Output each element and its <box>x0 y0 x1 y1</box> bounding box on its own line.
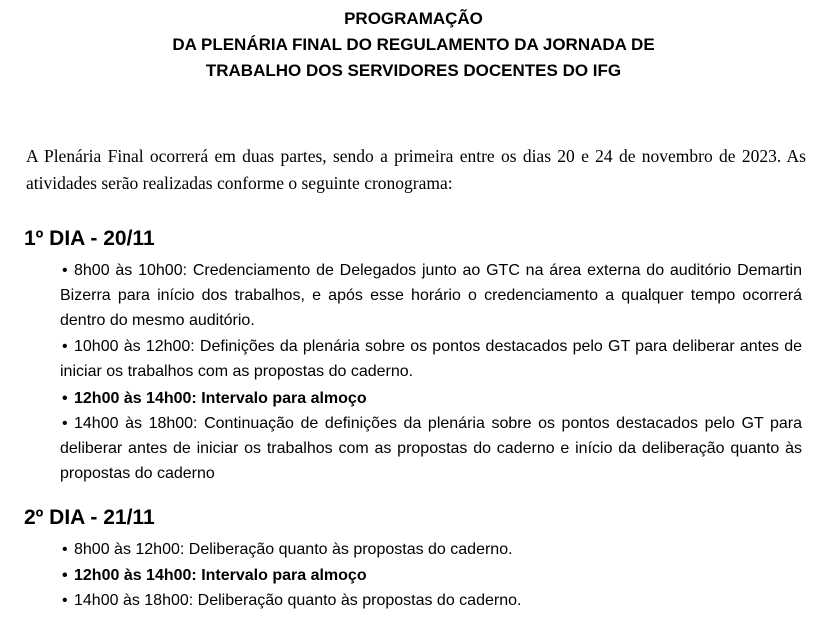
schedule-item-text: 8h00 às 10h00: Credenciamento de Delegados junto ao GTC na área externa do auditório Demartin Bizerra para início dos trabalhos, e após esse horário o credenciamento a qualquer tempo ocorrerá dentro do mesmo auditório. <box>60 262 802 329</box>
schedule-item <box>60 334 802 384</box>
schedule-item <box>60 258 802 333</box>
bullet-icon: • <box>62 415 68 432</box>
schedule-item-text: 14h00 às 18h00: Deliberação quanto às propostas do caderno. <box>74 592 522 609</box>
day-1-schedule <box>60 258 802 487</box>
schedule-item-text: 8h00 às 12h00: Deliberação quanto às propostas do caderno. <box>74 541 513 558</box>
schedule-item <box>60 588 802 613</box>
title-line-2: DA PLENÁRIA FINAL DO REGULAMENTO DA JORNADA DE <box>172 35 655 54</box>
schedule-item-text: 12h00 às 14h00: Intervalo para almoço <box>74 566 367 584</box>
bullet-icon: • <box>62 566 68 584</box>
document-title <box>0 6 827 84</box>
schedule-item-text: 12h00 às 14h00: Intervalo para almoço <box>74 389 367 407</box>
day-1-heading: 1º DIA - 20/11 <box>24 227 155 250</box>
bullet-icon: • <box>62 337 68 355</box>
schedule-item-text: 14h00 às 18h00: Continuação de definições da plenária sobre os pontos destacados pelo GT para deliberar antes de iniciar os trabalhos com as propostas do caderno e início da deliberação quanto às propostas do caderno <box>60 415 802 482</box>
schedule-item <box>60 537 802 562</box>
bullet-icon: • <box>62 592 68 609</box>
title-line-1: PROGRAMAÇÃO <box>344 9 483 28</box>
bullet-icon: • <box>62 262 68 279</box>
bullet-icon: • <box>62 389 68 407</box>
schedule-item-text: 10h00 às 12h00: Definições da plenária sobre os pontos destacados pelo GT para deliberar antes de iniciar os trabalhos com as propostas do caderno. <box>60 337 802 380</box>
schedule-item-break <box>60 386 802 411</box>
intro-paragraph: A Plenária Final ocorrerá em duas partes, sendo a primeira entre os dias 20 e 24 de novembro de 2023. As atividades serão realizadas conforme o seguinte cronograma: <box>26 146 806 193</box>
schedule-item-break <box>60 563 802 588</box>
day-2-schedule <box>60 537 802 614</box>
day-2-heading: 2º DIA - 21/11 <box>24 506 155 529</box>
bullet-icon: • <box>62 541 68 558</box>
title-line-3: TRABALHO DOS SERVIDORES DOCENTES DO IFG <box>205 61 622 80</box>
schedule-item <box>60 411 802 486</box>
